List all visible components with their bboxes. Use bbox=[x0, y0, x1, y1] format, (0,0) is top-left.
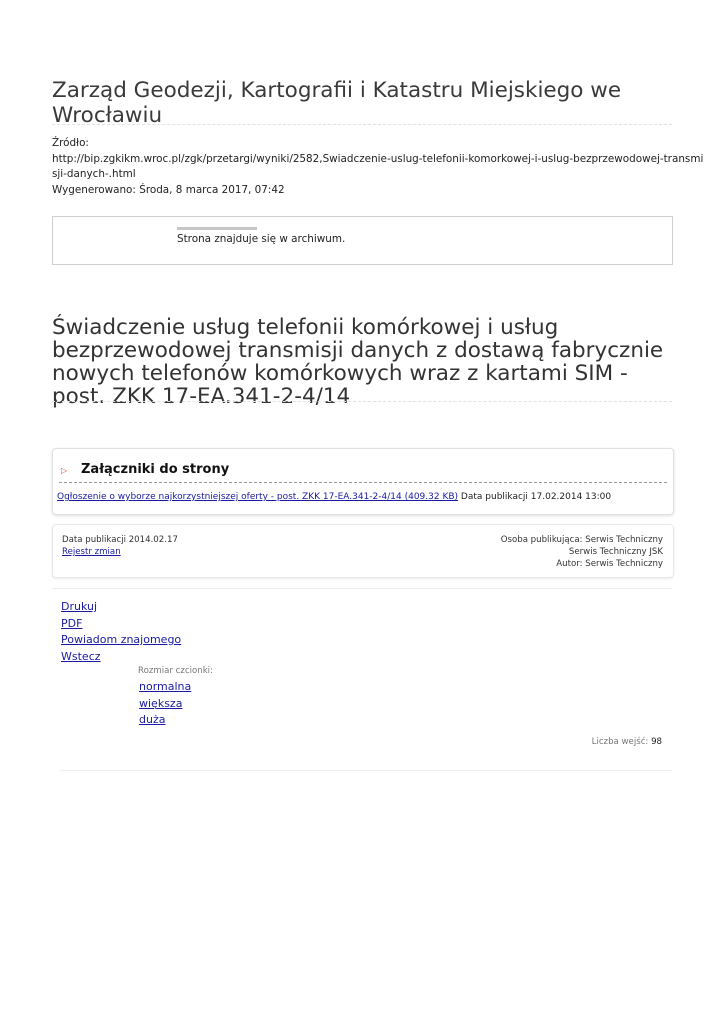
site-title: Zarząd Geodezji, Kartografii i Katastru Miejskiego we Wrocławiu bbox=[52, 78, 622, 129]
views-count: 98 bbox=[651, 737, 662, 747]
title-divider bbox=[52, 124, 672, 125]
changes-register-link[interactable]: Rejestr zmian bbox=[62, 547, 121, 557]
source-url-line-2: sji-danych-.html bbox=[52, 168, 136, 180]
font-size-label: Rozmiar czcionki: bbox=[138, 666, 213, 676]
page-tools bbox=[52, 588, 672, 769]
views-counter bbox=[592, 737, 662, 747]
attachment-link[interactable]: Ogłoszenie o wyborze najkorzystniejszej oferty - post. ZKK 17-EA.341-2-4/14 (409.32 KB) bbox=[57, 492, 459, 502]
views-label: Liczba wejść: bbox=[591, 737, 649, 747]
publication-date: Data publikacji 2014.02.17 bbox=[62, 535, 178, 545]
attachments-divider bbox=[59, 482, 667, 483]
footer-divider bbox=[60, 770, 672, 771]
tools-list bbox=[61, 599, 181, 665]
attachment-date: Data publikacji 17.02.2014 13:00 bbox=[460, 492, 612, 502]
pdf-link[interactable]: PDF bbox=[61, 616, 83, 630]
attachments-panel bbox=[52, 448, 674, 515]
archive-notice: Strona znajduje się w archiwum. bbox=[177, 233, 346, 245]
archive-notice-box bbox=[52, 216, 673, 265]
publication-info-right bbox=[501, 534, 663, 570]
back-link[interactable]: Wstecz bbox=[61, 649, 101, 663]
arrow-right-icon: ▷ bbox=[61, 466, 68, 475]
publication-info-left bbox=[62, 534, 178, 558]
font-size-options bbox=[139, 679, 191, 729]
document-meta bbox=[52, 136, 704, 198]
notify-friend-link[interactable]: Powiadom znajomego bbox=[61, 633, 182, 646]
font-size-normal-link[interactable]: normalna bbox=[139, 680, 192, 693]
archive-bar bbox=[177, 227, 257, 230]
attachment-item bbox=[57, 492, 611, 502]
generated-timestamp: Wygenerowano: Środa, 8 marca 2017, 07:42 bbox=[52, 183, 285, 196]
publisher-unit: Serwis Techniczny JSK bbox=[568, 547, 663, 557]
source-url-line-1: http://bip.zgkikm.wroc.pl/zgk/przetargi/wyniki/2582,Swiadczenie-uslug-telefonii-komorkowej-i-uslug-bezprzewodowej-transmi bbox=[52, 152, 704, 165]
print-link[interactable]: Drukuj bbox=[61, 600, 98, 613]
heading-divider bbox=[52, 401, 672, 402]
author: Autor: Serwis Techniczny bbox=[556, 559, 663, 569]
font-size-large-link[interactable]: duża bbox=[139, 713, 166, 726]
publisher: Osoba publikująca: Serwis Techniczny bbox=[500, 535, 663, 545]
font-size-larger-link[interactable]: większa bbox=[139, 696, 183, 710]
attachments-title: Załączniki do strony bbox=[81, 462, 230, 477]
source-label: Źródło: bbox=[52, 137, 89, 149]
page-title: Świadczenie usług telefonii komórkowej i usług bezprzewodowej transmisji danych z dostawą fabrycznie nowych telefonów komórkowych wraz z kartami SIM - post. ZKK 17-EA.341-2-4/14 bbox=[52, 314, 664, 409]
publication-info-panel bbox=[52, 524, 674, 578]
